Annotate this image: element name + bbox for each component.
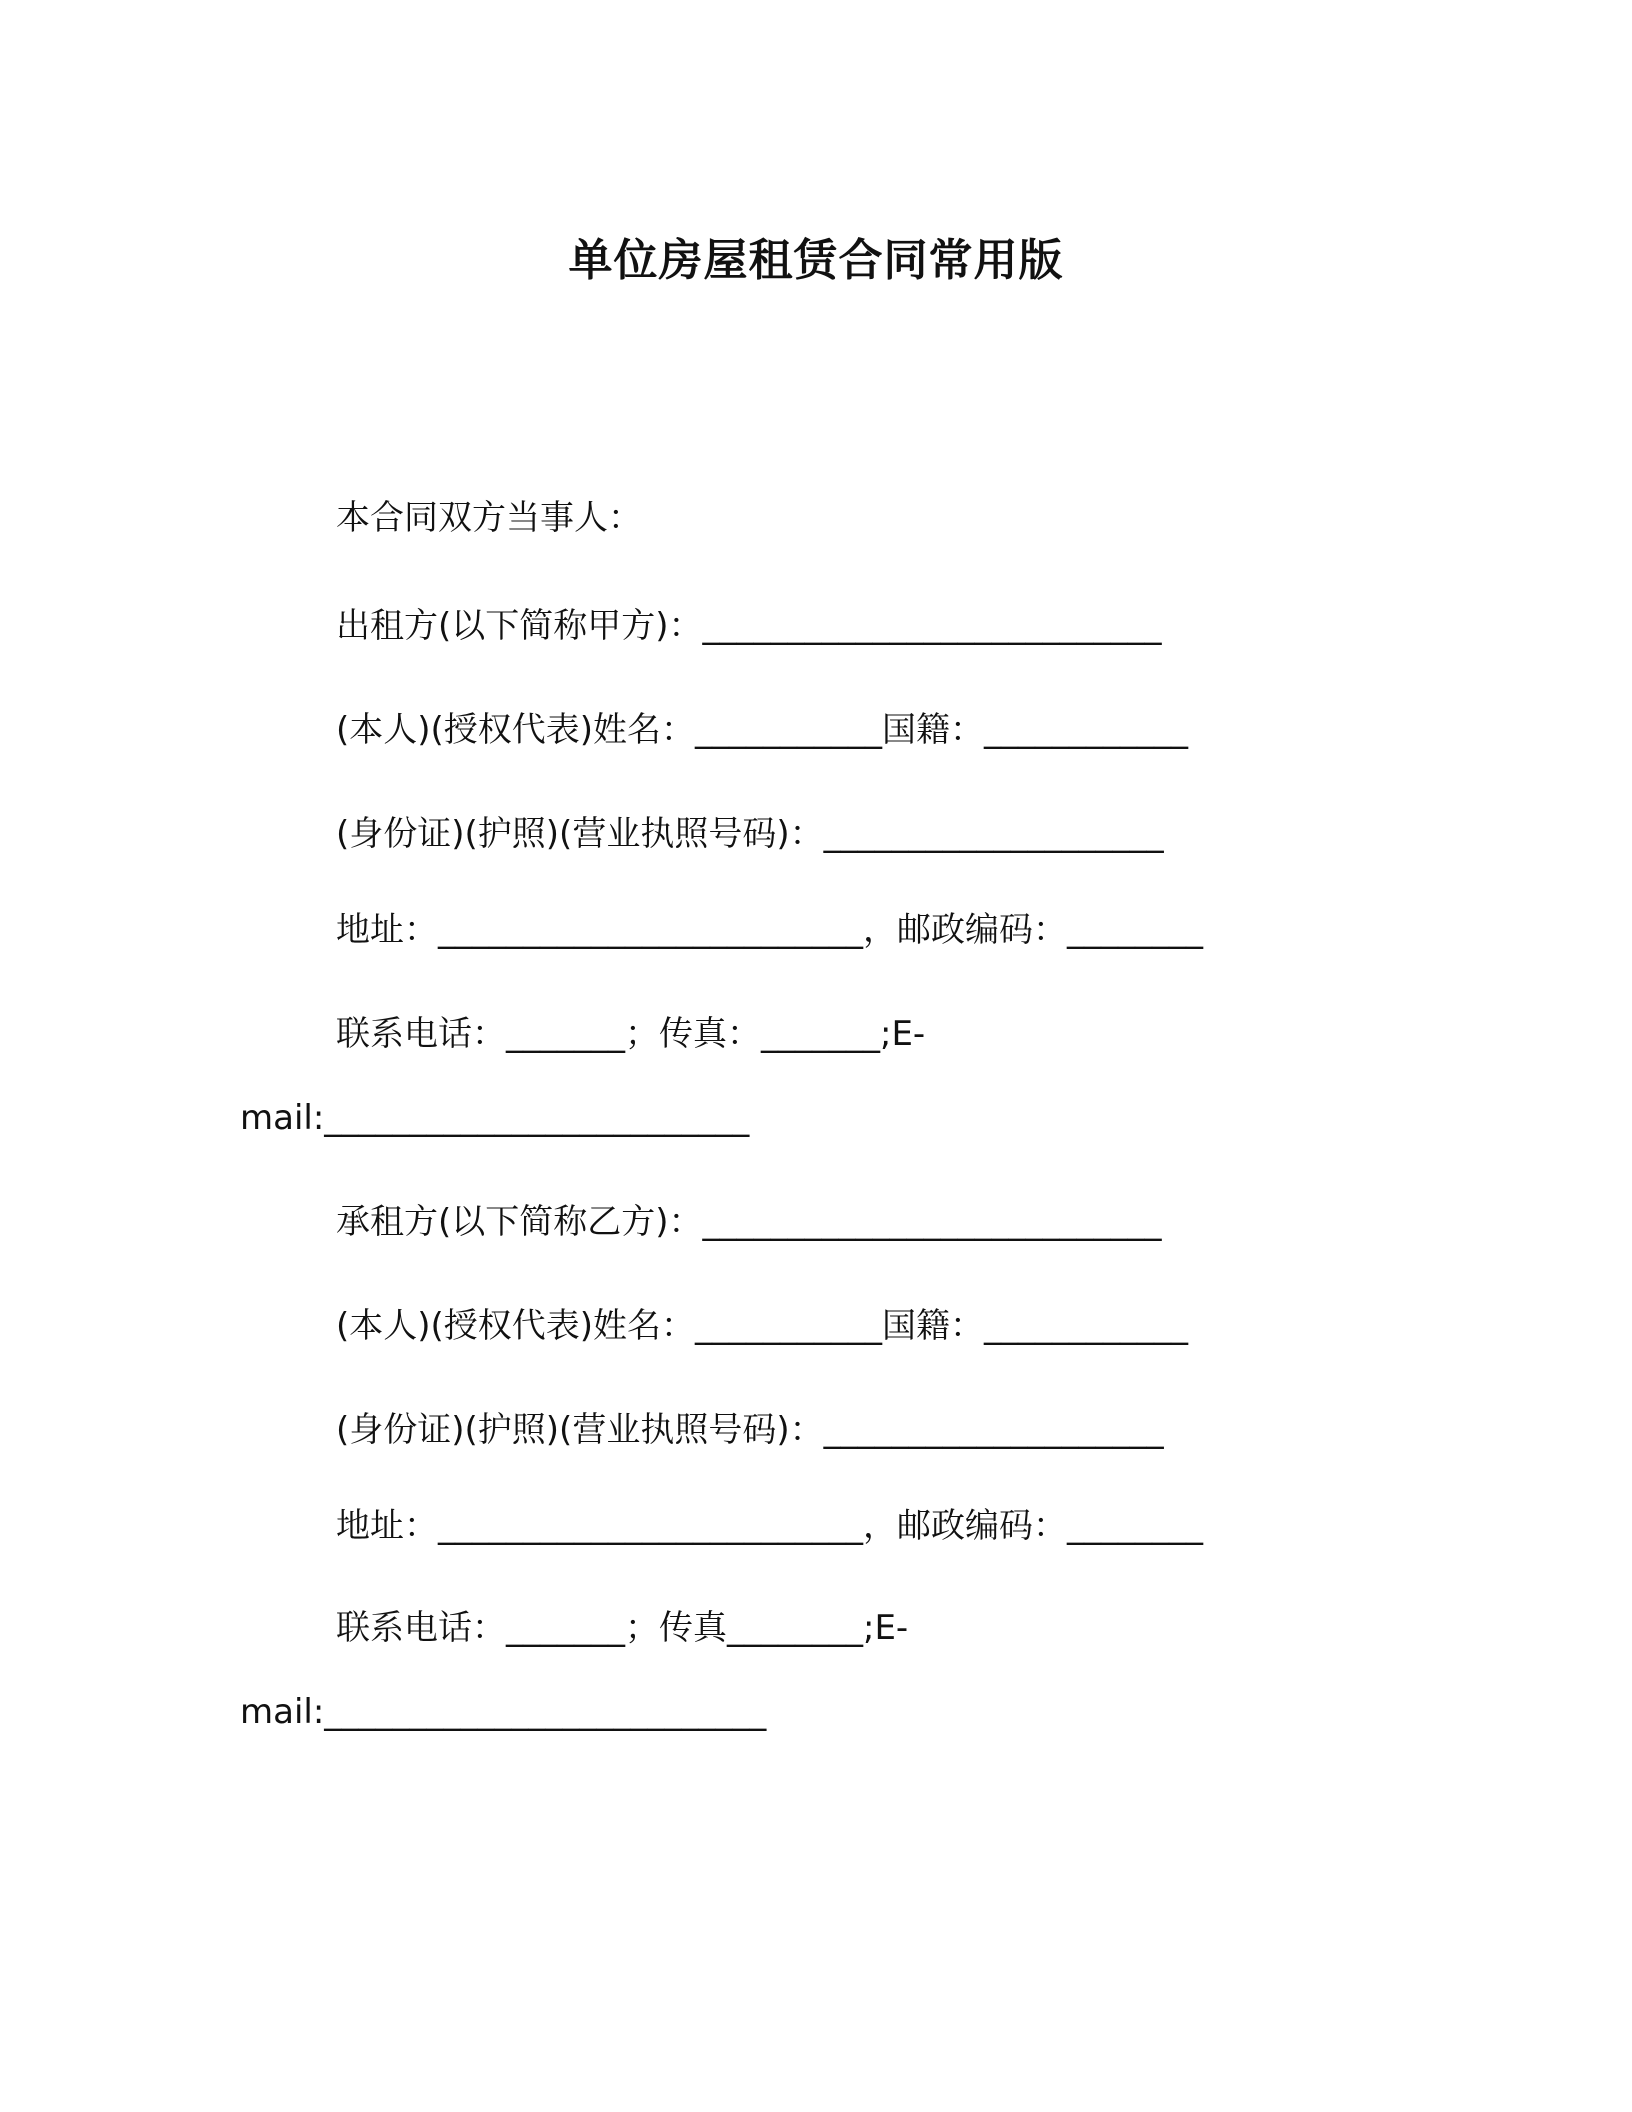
lessor-line: 出租方(以下简称甲方)：___________________________ — [336, 606, 1162, 646]
lessee-address-postcode: 地址：_________________________，邮政编码：________ — [336, 1506, 1203, 1546]
lessee-name-nationality: (本人)(授权代表)姓名：___________国籍：____________ — [336, 1306, 1189, 1346]
lessor-phone-fax: 联系电话：_______；传真：_______;E- — [336, 1014, 926, 1054]
lessee-phone-fax: 联系电话：_______；传真________;E- — [336, 1608, 909, 1648]
lessor-id-number: (身份证)(护照)(营业执照号码)：____________________ — [336, 814, 1164, 854]
lessor-email: mail:_________________________ — [240, 1098, 750, 1138]
lessee-line: 承租方(以下简称乙方)：___________________________ — [336, 1202, 1162, 1242]
lessee-email: mail:__________________________ — [240, 1692, 767, 1732]
lessee-id-number: (身份证)(护照)(营业执照号码)：____________________ — [336, 1410, 1164, 1450]
parties-intro: 本合同双方当事人： — [336, 498, 642, 538]
lessor-address-postcode: 地址：_________________________，邮政编码：________ — [336, 910, 1203, 950]
document-title: 单位房屋租赁合同常用版 — [568, 235, 1064, 286]
lessor-name-nationality: (本人)(授权代表)姓名：___________国籍：____________ — [336, 710, 1189, 750]
